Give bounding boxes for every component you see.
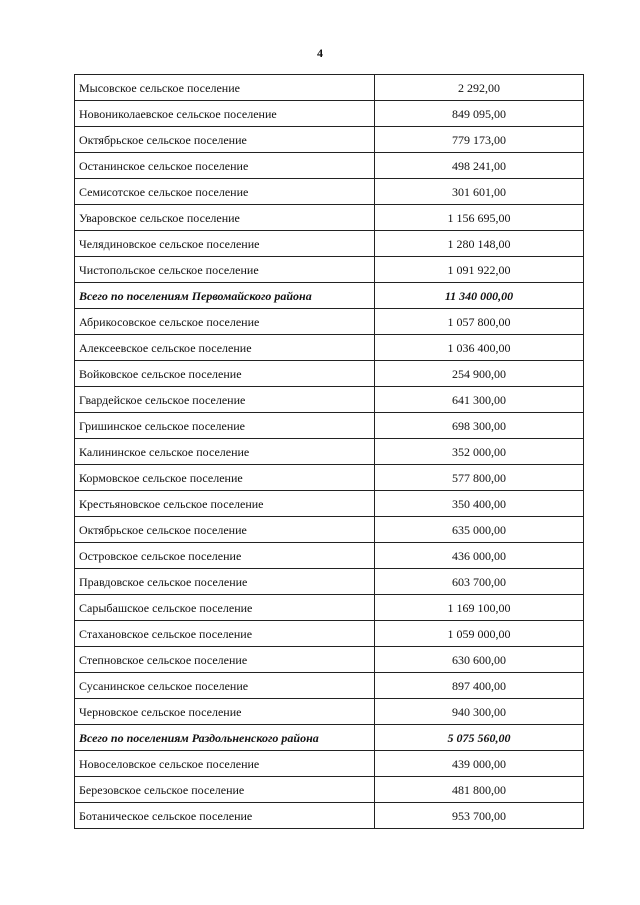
settlement-name-cell: Всего по поселениям Первомайского района (75, 283, 375, 309)
amount-cell: 498 241,00 (375, 153, 584, 179)
table-row (75, 205, 584, 231)
amount-cell: 350 400,00 (375, 491, 584, 517)
amount-cell: 849 095,00 (375, 101, 584, 127)
amount-cell: 635 000,00 (375, 517, 584, 543)
amount-cell: 577 800,00 (375, 465, 584, 491)
table-row (75, 517, 584, 543)
amount-cell: 1 280 148,00 (375, 231, 584, 257)
amount-cell: 2 292,00 (375, 75, 584, 101)
settlement-name-cell: Сарыбашское сельское поселение (75, 595, 375, 621)
settlement-name-cell: Новониколаевское сельское поселение (75, 101, 375, 127)
table-row (75, 231, 584, 257)
amount-cell: 301 601,00 (375, 179, 584, 205)
settlement-name-cell: Абрикосовское сельское поселение (75, 309, 375, 335)
amount-cell: 641 300,00 (375, 387, 584, 413)
table-row (75, 777, 584, 803)
table-row (75, 413, 584, 439)
table-row (75, 439, 584, 465)
settlement-name-cell: Ботаническое сельское поселение (75, 803, 375, 829)
settlement-name-cell: Крестьяновское сельское поселение (75, 491, 375, 517)
settlement-name-cell: Новоселовское сельское поселение (75, 751, 375, 777)
settlement-name-cell: Войковское сельское поселение (75, 361, 375, 387)
table-total-row (75, 725, 584, 751)
table-total-row (75, 283, 584, 309)
allocation-table (74, 74, 584, 829)
amount-cell: 1 057 800,00 (375, 309, 584, 335)
amount-cell: 953 700,00 (375, 803, 584, 829)
table-row (75, 75, 584, 101)
table-row (75, 127, 584, 153)
amount-cell: 1 169 100,00 (375, 595, 584, 621)
settlement-name-cell: Останинское сельское поселение (75, 153, 375, 179)
settlement-name-cell: Сусанинское сельское поселение (75, 673, 375, 699)
settlement-name-cell: Октябрьское сельское поселение (75, 517, 375, 543)
amount-cell: 1 091 922,00 (375, 257, 584, 283)
amount-cell: 352 000,00 (375, 439, 584, 465)
table-row (75, 101, 584, 127)
settlement-name-cell: Калининское сельское поселение (75, 439, 375, 465)
amount-cell: 11 340 000,00 (375, 283, 584, 309)
settlement-name-cell: Правдовское сельское поселение (75, 569, 375, 595)
amount-cell: 5 075 560,00 (375, 725, 584, 751)
amount-cell: 603 700,00 (375, 569, 584, 595)
table-row (75, 647, 584, 673)
table-row (75, 699, 584, 725)
table-row (75, 361, 584, 387)
settlement-name-cell: Гришинское сельское поселение (75, 413, 375, 439)
settlement-name-cell: Всего по поселениям Раздольненского района (75, 725, 375, 751)
settlement-name-cell: Октябрьское сельское поселение (75, 127, 375, 153)
table-row (75, 153, 584, 179)
table-row (75, 465, 584, 491)
table-body (75, 75, 584, 829)
table-row (75, 803, 584, 829)
settlement-name-cell: Стахановское сельское поселение (75, 621, 375, 647)
amount-cell: 1 059 000,00 (375, 621, 584, 647)
table-row (75, 309, 584, 335)
amount-cell: 940 300,00 (375, 699, 584, 725)
page-number: 4 (317, 46, 323, 60)
table-row (75, 595, 584, 621)
amount-cell: 779 173,00 (375, 127, 584, 153)
settlement-name-cell: Чистопольское сельское поселение (75, 257, 375, 283)
amount-cell: 1 036 400,00 (375, 335, 584, 361)
amount-cell: 481 800,00 (375, 777, 584, 803)
table-row (75, 335, 584, 361)
settlement-name-cell: Уваровское сельское поселение (75, 205, 375, 231)
table-row (75, 751, 584, 777)
settlement-name-cell: Островское сельское поселение (75, 543, 375, 569)
amount-cell: 698 300,00 (375, 413, 584, 439)
settlement-name-cell: Кормовское сельское поселение (75, 465, 375, 491)
table-row (75, 257, 584, 283)
amount-cell: 1 156 695,00 (375, 205, 584, 231)
table-row (75, 491, 584, 517)
amount-cell: 897 400,00 (375, 673, 584, 699)
settlement-name-cell: Гвардейское сельское поселение (75, 387, 375, 413)
settlement-name-cell: Алексеевское сельское поселение (75, 335, 375, 361)
settlement-name-cell: Березовское сельское поселение (75, 777, 375, 803)
amount-cell: 439 000,00 (375, 751, 584, 777)
settlement-name-cell: Семисотское сельское поселение (75, 179, 375, 205)
table-row (75, 543, 584, 569)
table-row (75, 179, 584, 205)
table-row (75, 387, 584, 413)
table-row (75, 621, 584, 647)
settlement-name-cell: Степновское сельское поселение (75, 647, 375, 673)
amount-cell: 630 600,00 (375, 647, 584, 673)
settlement-name-cell: Мысовское сельское поселение (75, 75, 375, 101)
amount-cell: 254 900,00 (375, 361, 584, 387)
table-row (75, 569, 584, 595)
amount-cell: 436 000,00 (375, 543, 584, 569)
settlement-name-cell: Черновское сельское поселение (75, 699, 375, 725)
settlement-name-cell: Челядиновское сельское поселение (75, 231, 375, 257)
table-row (75, 673, 584, 699)
